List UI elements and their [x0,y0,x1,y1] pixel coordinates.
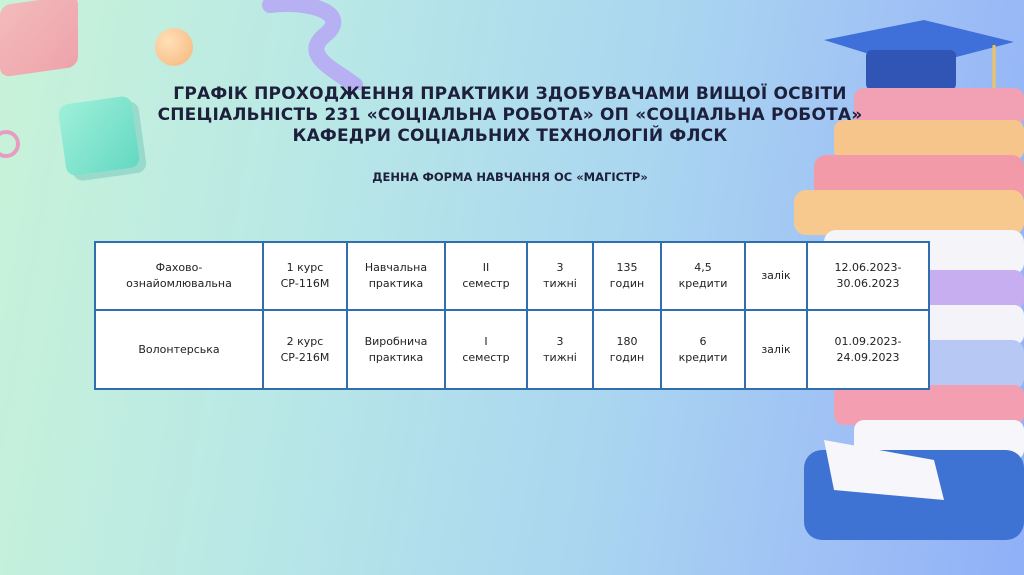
semester-cell: ІІ семестр [445,242,527,310]
table-row [95,310,929,389]
title-line-1: ГРАФІК ПРОХОДЖЕННЯ ПРАКТИКИ ЗДОБУВАЧАМИ ВИЩОЇ ОСВІТИ [173,84,847,104]
title-line-2: СПЕЦІАЛЬНІСТЬ 231 «СОЦІАЛЬНА РОБОТА» ОП «СОЦІАЛЬНА РОБОТА» [157,105,863,125]
practice-schedule-table [94,241,930,390]
title-line-3: КАФЕДРИ СОЦІАЛЬНИХ ТЕХНОЛОГІЙ ФЛСК [292,126,728,146]
dates-cell: 12.06.2023- 30.06.2023 [807,242,929,310]
control-cell: залік [745,242,807,310]
control-cell: залік [745,310,807,389]
practice-type-cell: Навчальна практика [347,242,445,310]
credits-cell: 6 кредити [661,310,745,389]
course-cell: 2 курс СР-216М [263,310,347,389]
page-subtitle: ДЕННА ФОРМА НАВЧАННЯ ОС «МАГІСТР» [372,170,648,184]
table-row [95,242,929,310]
dates-cell: 01.09.2023- 24.09.2023 [807,310,929,389]
semester-cell: І семестр [445,310,527,389]
practice-type-cell: Виробнича практика [347,310,445,389]
ball-decoration [155,28,193,66]
weeks-cell: 3 тижні [527,310,593,389]
practice-name-cell: Волонтерська [95,310,263,389]
pink-cube-decoration [0,0,78,77]
wave-ribbon-decoration [255,0,365,90]
practice-name-cell: Фахово- ознайомлювальна [95,242,263,310]
hours-cell: 135 годин [593,242,661,310]
hours-cell: 180 годин [593,310,661,389]
credits-cell: 4,5 кредити [661,242,745,310]
weeks-cell: 3 тижні [527,242,593,310]
course-cell: 1 курс СР-116М [263,242,347,310]
ring-decoration [0,130,20,158]
page-title [90,84,930,147]
